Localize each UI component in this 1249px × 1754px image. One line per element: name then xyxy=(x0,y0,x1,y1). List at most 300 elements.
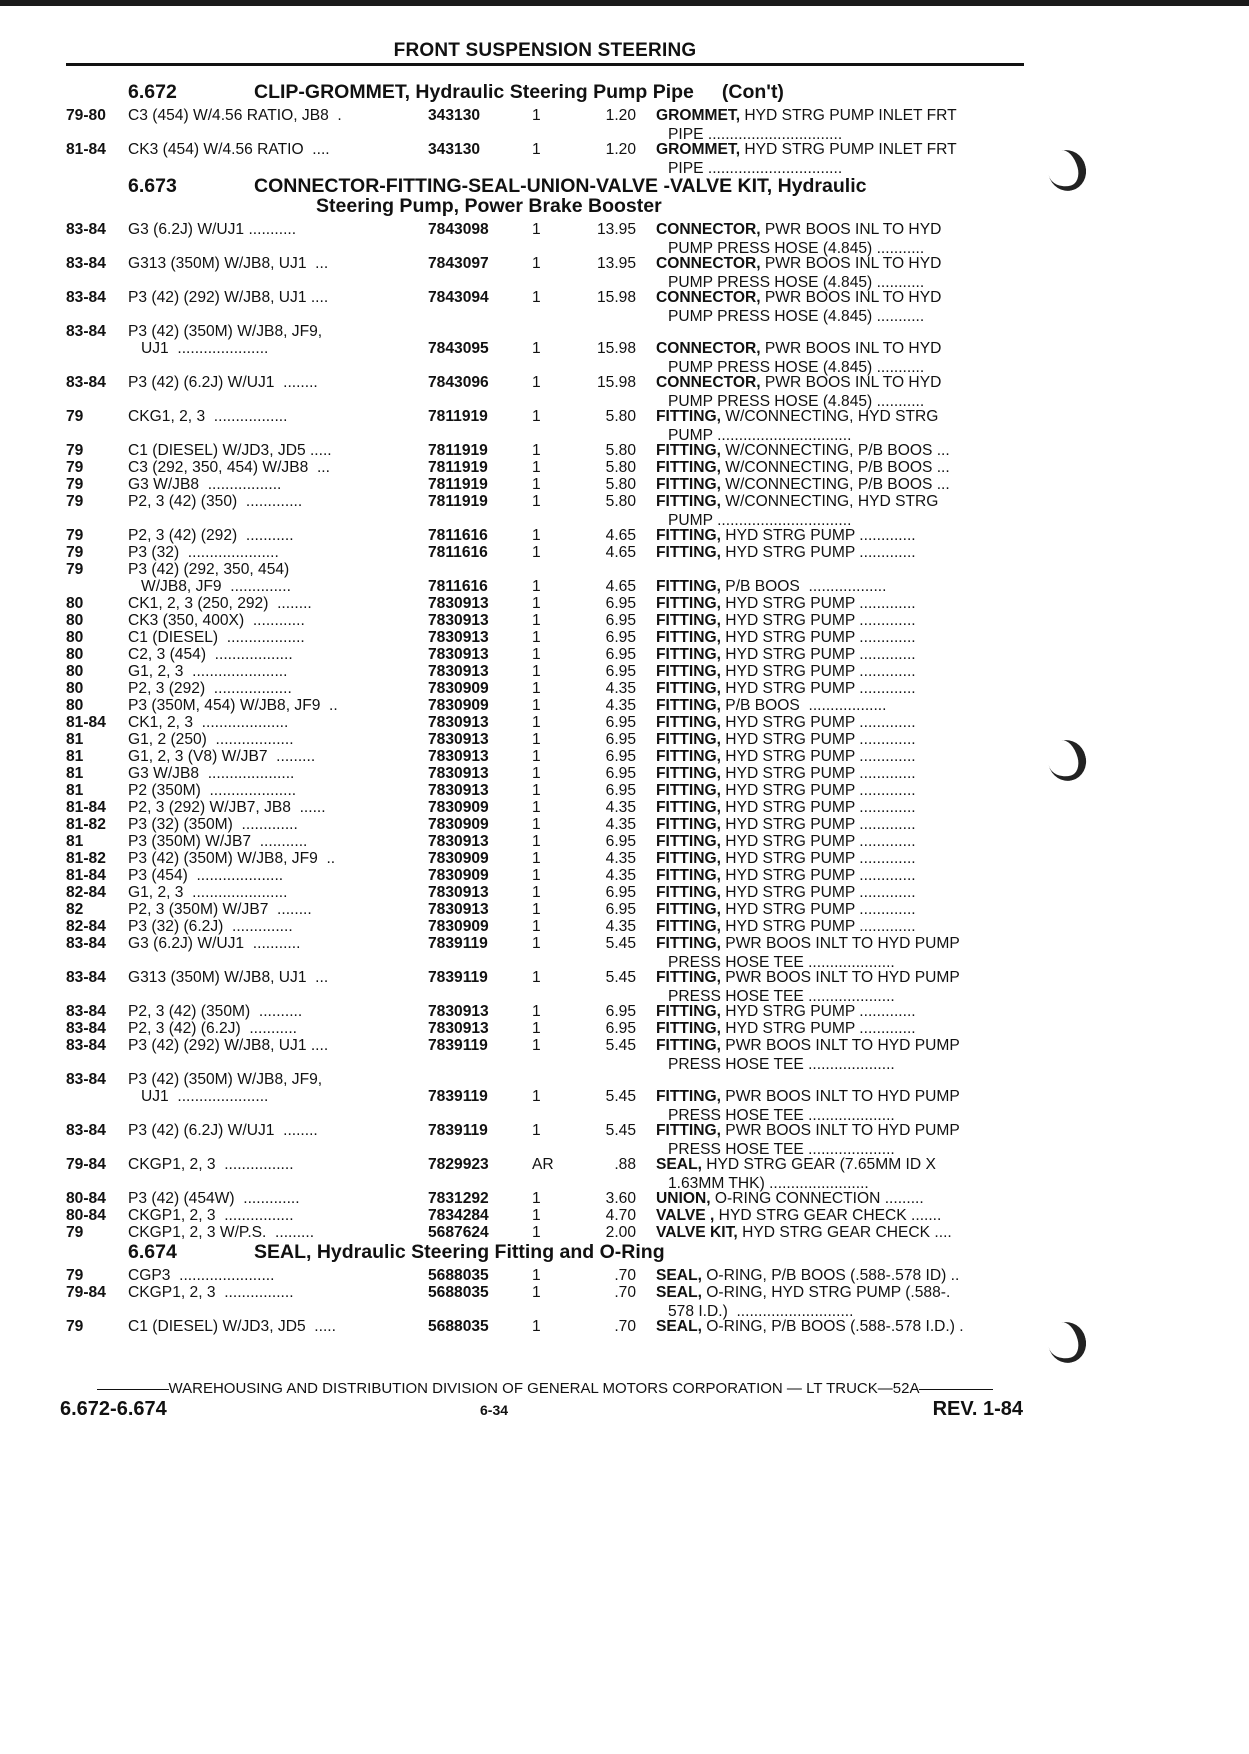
row-quantity: 1 xyxy=(532,476,541,493)
row-description-key: SEAL, xyxy=(656,1318,702,1335)
row-application: G3 (6.2J) W/UJ1 ........... xyxy=(128,221,297,238)
row-description-key: FITTING, xyxy=(656,765,721,782)
row-price: 13.95 xyxy=(596,221,636,238)
row-price: 5.45 xyxy=(605,935,636,952)
row-description-text: HYD STRG PUMP ............. xyxy=(720,731,916,748)
section-title-text: CONNECTOR-FITTING-SEAL-UNION-VALVE -VALVE KIT, Hydraulic xyxy=(254,175,867,197)
row-year: 82-84 xyxy=(66,918,106,935)
row-quantity: 1 xyxy=(532,1284,541,1301)
row-year: 82 xyxy=(66,901,84,918)
row-description-cont: PIPE ............................... xyxy=(668,160,843,177)
row-application: CKGP1, 2, 3 W/P.S. ......... xyxy=(128,1224,315,1241)
row-description-text: HYD STRG PUMP ............. xyxy=(720,901,916,918)
catalog-row xyxy=(66,917,1026,934)
row-application: G1, 2, 3 (V8) W/JB7 ......... xyxy=(128,748,316,765)
row-year: 83-84 xyxy=(66,289,106,306)
row-year: 82-84 xyxy=(66,884,106,901)
row-year: 80-84 xyxy=(66,1190,106,1207)
row-year: 81 xyxy=(66,765,84,782)
row-quantity: 1 xyxy=(532,107,541,124)
row-description-text: HYD STRG PUMP ............. xyxy=(720,663,916,680)
page-title: FRONT SUSPENSION STEERING xyxy=(393,40,697,61)
row-application: G3 W/JB8 .................... xyxy=(128,765,295,782)
row-description-key: CONNECTOR, xyxy=(656,221,761,238)
top-edge-bar xyxy=(0,0,1249,6)
row-application: C3 (454) W/4.56 RATIO, JB8 . xyxy=(128,107,342,124)
row-description-text: HYD STRG PUMP ............. xyxy=(720,884,916,901)
row-application: P3 (42) (6.2J) W/UJ1 ........ xyxy=(128,374,318,391)
row-description xyxy=(656,140,1026,178)
row-description-text: PWR BOOS INLT TO HYD PUMP xyxy=(720,1122,960,1139)
row-price: 4.65 xyxy=(605,578,636,595)
row-price: 15.98 xyxy=(596,289,636,306)
row-part-number: 5688035 xyxy=(428,1284,489,1301)
row-description-key: FITTING, xyxy=(656,748,721,765)
row-description-text: PWR BOOS INLT TO HYD PUMP xyxy=(720,969,960,986)
row-part-number: 7830909 xyxy=(428,816,489,833)
row-part-number: 5687624 xyxy=(428,1224,489,1241)
row-part-number: 7839119 xyxy=(428,1122,488,1139)
row-application: P2, 3 (42) (350M) .......... xyxy=(128,1003,303,1020)
row-quantity: 1 xyxy=(532,833,541,850)
row-part-number: 7811919 xyxy=(428,408,488,425)
section-number: 6.674 xyxy=(128,1241,177,1263)
row-price: 6.95 xyxy=(605,782,636,799)
row-price: 5.80 xyxy=(605,408,636,425)
footer-revision: REV. 1-84 xyxy=(932,1398,1023,1420)
row-description-text: HYD STRG PUMP ............. xyxy=(720,867,916,884)
row-part-number: 7811919 xyxy=(428,442,488,459)
row-application: C1 (DIESEL) .................. xyxy=(128,629,305,646)
row-part-number: 7811616 xyxy=(428,544,488,561)
row-price: 4.35 xyxy=(605,816,636,833)
catalog-row xyxy=(66,1019,1026,1036)
row-description-text: HYD STRG PUMP ............. xyxy=(720,833,916,850)
row-price: 6.95 xyxy=(605,765,636,782)
row-part-number: 7829923 xyxy=(428,1156,489,1173)
row-year: 81 xyxy=(66,731,84,748)
catalog-row xyxy=(66,1002,1026,1019)
section-title-suffix: (Con't) xyxy=(721,81,784,103)
row-description-key: VALVE KIT, xyxy=(656,1224,738,1241)
row-price: 4.35 xyxy=(605,867,636,884)
row-application: CKGP1, 2, 3 ................ xyxy=(128,1207,294,1224)
catalog-row xyxy=(66,1121,1026,1158)
row-description-cont: PUMP PRESS HOSE (4.845) ........... xyxy=(668,393,925,410)
row-description xyxy=(656,106,1026,144)
catalog-row xyxy=(66,1223,1026,1240)
row-part-number: 7830913 xyxy=(428,833,489,850)
row-price: 3.60 xyxy=(605,1190,636,1207)
row-quantity: 1 xyxy=(532,374,541,391)
row-description xyxy=(656,373,1026,411)
row-price: 5.45 xyxy=(605,1088,636,1105)
row-quantity: 1 xyxy=(532,935,541,952)
row-description-key: FITTING, xyxy=(656,527,721,544)
row-description-text: HYD STRG PUMP ............. xyxy=(720,799,916,816)
row-quantity: 1 xyxy=(532,748,541,765)
row-description-text: O-RING, HYD STRG PUMP (.588-. xyxy=(701,1284,951,1301)
row-description-text: HYD STRG PUMP ............. xyxy=(720,595,916,612)
row-part-number: 7839119 xyxy=(428,1037,488,1054)
row-quantity: 1 xyxy=(532,459,541,476)
row-price: .70 xyxy=(614,1284,636,1301)
row-description-key: CONNECTOR, xyxy=(656,289,761,306)
row-part-number: 343130 xyxy=(428,141,481,158)
row-part-number: 7843097 xyxy=(428,255,489,272)
row-price: 5.80 xyxy=(605,493,636,510)
row-description xyxy=(656,1121,1026,1159)
row-description-text: PWR BOOS INL TO HYD xyxy=(760,289,942,306)
row-price: 6.95 xyxy=(605,833,636,850)
row-description xyxy=(656,220,1026,258)
row-application: G1, 2, 3 ...................... xyxy=(128,884,288,901)
row-year: 81-84 xyxy=(66,799,106,816)
row-description-key: FITTING, xyxy=(656,1020,721,1037)
row-description-key: FITTING, xyxy=(656,663,721,680)
footer-section-range: 6.672-6.674 xyxy=(60,1398,167,1420)
row-description-text: W/CONNECTING, HYD STRG xyxy=(720,408,939,425)
row-description-text: PWR BOOS INL TO HYD xyxy=(760,374,942,391)
row-quantity: 1 xyxy=(532,612,541,629)
row-year: 83-84 xyxy=(66,1071,106,1088)
row-description-text: W/CONNECTING, HYD STRG xyxy=(720,493,939,510)
row-quantity: 1 xyxy=(532,884,541,901)
row-description xyxy=(656,968,1026,1006)
row-description-text: HYD STRG PUMP ............. xyxy=(720,918,916,935)
row-part-number: 343130 xyxy=(428,107,481,124)
row-description-text: O-RING, P/B BOOS (.588-.578 ID) .. xyxy=(701,1267,960,1284)
row-price: 4.35 xyxy=(605,680,636,697)
row-price: 1.20 xyxy=(605,107,636,124)
row-year: 79 xyxy=(66,442,84,459)
row-year: 80 xyxy=(66,629,84,646)
row-year: 79 xyxy=(66,459,84,476)
row-part-number: 7830909 xyxy=(428,799,489,816)
row-part-number: 5688035 xyxy=(428,1267,489,1284)
catalog-row xyxy=(66,1266,1026,1283)
row-application: P2, 3 (292) .................. xyxy=(128,680,292,697)
row-description-text: HYD STRG PUMP ............. xyxy=(720,612,916,629)
row-year: 81-84 xyxy=(66,714,106,731)
section-title xyxy=(66,176,1026,216)
row-description-text: HYD STRG PUMP ............. xyxy=(720,646,916,663)
row-price: 4.35 xyxy=(605,799,636,816)
row-description-text: HYD STRG PUMP ............. xyxy=(720,782,916,799)
row-part-number: 7830909 xyxy=(428,697,489,714)
catalog-row xyxy=(66,288,1026,325)
row-description-key: FITTING, xyxy=(656,442,721,459)
row-quantity: 1 xyxy=(532,544,541,561)
row-application: G313 (350M) W/JB8, UJ1 ... xyxy=(128,969,329,986)
catalog-row xyxy=(66,798,1026,815)
row-year: 80 xyxy=(66,595,84,612)
row-description-text: HYD STRG PUMP INLET FRT xyxy=(740,107,957,124)
row-description-cont: PRESS HOSE TEE .................... xyxy=(668,1056,895,1073)
row-quantity: 1 xyxy=(532,782,541,799)
row-application: G1, 2, 3 ...................... xyxy=(128,663,288,680)
row-price: 5.45 xyxy=(605,1037,636,1054)
row-description-key: FITTING, xyxy=(656,901,721,918)
row-application: P3 (42) (6.2J) W/UJ1 ........ xyxy=(128,1122,318,1139)
row-year: 83-84 xyxy=(66,935,106,952)
catalog-row xyxy=(66,866,1026,883)
row-application: G1, 2 (250) .................. xyxy=(128,731,294,748)
row-year: 79 xyxy=(66,1318,84,1335)
section-title-text: SEAL, Hydraulic Steering Fitting and O-Ring xyxy=(254,1241,665,1263)
row-description-text: PWR BOOS INLT TO HYD PUMP xyxy=(720,1088,960,1105)
row-year: 80 xyxy=(66,646,84,663)
row-quantity: 1 xyxy=(532,765,541,782)
row-quantity: 1 xyxy=(532,918,541,935)
row-description-cont: PUMP ............................... xyxy=(668,512,852,529)
row-description xyxy=(656,934,1026,972)
row-price: 5.80 xyxy=(605,476,636,493)
row-description xyxy=(656,1087,1026,1125)
binder-hole-mark xyxy=(1048,150,1078,186)
row-description xyxy=(656,1155,1026,1193)
catalog-row xyxy=(66,645,1026,662)
row-description-key: FITTING, xyxy=(656,578,721,595)
row-application: CKGP1, 2, 3 ................ xyxy=(128,1284,294,1301)
row-quantity: 1 xyxy=(532,629,541,646)
row-quantity: 1 xyxy=(532,1122,541,1139)
header-rule xyxy=(66,63,1024,66)
row-description-key: FITTING, xyxy=(656,493,721,510)
row-description-text: PWR BOOS INLT TO HYD PUMP xyxy=(720,1037,960,1054)
row-price: 4.70 xyxy=(605,1207,636,1224)
row-year: 80 xyxy=(66,697,84,714)
row-description xyxy=(656,288,1026,326)
row-quantity: 1 xyxy=(532,1224,541,1241)
row-part-number: 7830909 xyxy=(428,867,489,884)
row-part-number: 7843095 xyxy=(428,340,489,357)
row-price: 4.35 xyxy=(605,697,636,714)
row-description-cont: PUMP PRESS HOSE (4.845) ........... xyxy=(668,308,925,325)
row-price: 6.95 xyxy=(605,595,636,612)
row-quantity: 1 xyxy=(532,663,541,680)
row-application: CK1, 2, 3 .................... xyxy=(128,714,289,731)
catalog-row xyxy=(66,594,1026,611)
catalog-row xyxy=(66,254,1026,291)
row-description-key: FITTING, xyxy=(656,697,721,714)
row-application: P3 (454) .................... xyxy=(128,867,284,884)
catalog-row xyxy=(66,849,1026,866)
row-price: 4.65 xyxy=(605,527,636,544)
row-price: 15.98 xyxy=(596,374,636,391)
row-description-key: FITTING, xyxy=(656,680,721,697)
row-year: 83-84 xyxy=(66,969,106,986)
row-quantity: 1 xyxy=(532,289,541,306)
row-year: 79 xyxy=(66,408,84,425)
row-quantity: 1 xyxy=(532,578,541,595)
row-quantity: 1 xyxy=(532,1207,541,1224)
row-part-number: 7830913 xyxy=(428,884,489,901)
row-application: P3 (42) (454W) ............. xyxy=(128,1190,300,1207)
row-description-cont: PUMP PRESS HOSE (4.845) ........... xyxy=(668,240,925,257)
row-quantity: 1 xyxy=(532,1020,541,1037)
row-description-key: FITTING, xyxy=(656,935,721,952)
row-part-number: 7839119 xyxy=(428,935,488,952)
row-application: CGP3 ...................... xyxy=(128,1267,275,1284)
row-part-number: 7830909 xyxy=(428,918,489,935)
catalog-row xyxy=(66,1317,1026,1334)
row-application: P2, 3 (42) (350) ............. xyxy=(128,493,303,510)
row-price: 6.95 xyxy=(605,884,636,901)
row-year: 80-84 xyxy=(66,1207,106,1224)
row-part-number: 7811616 xyxy=(428,578,488,595)
row-application: G313 (350M) W/JB8, UJ1 ... xyxy=(128,255,329,272)
row-part-number: 7830913 xyxy=(428,748,489,765)
row-description-text: PWR BOOS INL TO HYD xyxy=(760,221,942,238)
row-quantity: 1 xyxy=(532,1318,541,1335)
row-quantity: 1 xyxy=(532,255,541,272)
row-year: 79-84 xyxy=(66,1156,106,1173)
row-application: P2, 3 (292) W/JB7, JB8 ...... xyxy=(128,799,326,816)
row-description-cont: 1.63MM THK) ....................... xyxy=(668,1175,869,1192)
row-part-number: 7830913 xyxy=(428,629,489,646)
row-description-text: P/B BOOS .................. xyxy=(720,697,887,714)
row-description-key: CONNECTOR, xyxy=(656,340,761,357)
catalog-row xyxy=(66,934,1026,971)
row-year: 83-84 xyxy=(66,1037,106,1054)
row-description-text: PWR BOOS INL TO HYD xyxy=(760,255,942,272)
row-application: P2, 3 (350M) W/JB7 ........ xyxy=(128,901,312,918)
row-quantity: 1 xyxy=(532,527,541,544)
row-part-number: 7811919 xyxy=(428,459,488,476)
row-description-key: FITTING, xyxy=(656,476,721,493)
row-application: P3 (32) (6.2J) .............. xyxy=(128,918,293,935)
row-application: CK1, 2, 3 (250, 292) ........ xyxy=(128,595,312,612)
row-year: 81 xyxy=(66,782,84,799)
row-description-key: FITTING, xyxy=(656,833,721,850)
catalog-row xyxy=(66,560,1026,594)
row-application-cont: W/JB8, JF9 .............. xyxy=(128,578,291,595)
row-year: 80 xyxy=(66,680,84,697)
catalog-row xyxy=(66,730,1026,747)
row-description-key: FITTING, xyxy=(656,918,721,935)
row-quantity: 1 xyxy=(532,595,541,612)
row-quantity: 1 xyxy=(532,646,541,663)
catalog-row xyxy=(66,1155,1026,1192)
footer-publisher-line xyxy=(66,1380,1024,1397)
row-year: 83-84 xyxy=(66,1020,106,1037)
row-application: C1 (DIESEL) W/JD3, JD5 ..... xyxy=(128,1318,336,1335)
row-description xyxy=(656,1317,1026,1336)
row-year: 81-82 xyxy=(66,816,106,833)
row-part-number: 7811616 xyxy=(428,527,488,544)
row-description-text: W/CONNECTING, P/B BOOS ... xyxy=(720,459,950,476)
row-application-cont: UJ1 ..................... xyxy=(128,1088,269,1105)
row-price: 15.98 xyxy=(596,340,636,357)
section-title xyxy=(66,1242,1026,1262)
row-quantity: 1 xyxy=(532,442,541,459)
row-description-key: FITTING, xyxy=(656,782,721,799)
row-application: C1 (DIESEL) W/JD3, JD5 ..... xyxy=(128,442,332,459)
catalog-row xyxy=(66,322,1026,376)
row-description-cont: PUMP PRESS HOSE (4.845) ........... xyxy=(668,359,925,376)
row-description-key: GROMMET, xyxy=(656,107,741,124)
row-application-cont: UJ1 ..................... xyxy=(128,340,269,357)
footer-publisher-text: WAREHOUSING AND DISTRIBUTION DIVISION OF GENERAL MOTORS CORPORATION — LT TRUCK—52A xyxy=(168,1380,920,1397)
row-year: 83-84 xyxy=(66,221,106,238)
row-price: 5.45 xyxy=(605,1122,636,1139)
row-price: 6.95 xyxy=(605,731,636,748)
row-description-cont: 578 I.D.) ........................... xyxy=(668,1303,854,1320)
row-quantity: 1 xyxy=(532,1190,541,1207)
row-quantity: 1 xyxy=(532,493,541,510)
row-year: 81 xyxy=(66,748,84,765)
row-description-key: FITTING, xyxy=(656,1037,721,1054)
row-part-number: 5688035 xyxy=(428,1318,489,1335)
row-description-key: CONNECTOR, xyxy=(656,255,761,272)
row-part-number: 7834284 xyxy=(428,1207,489,1224)
row-description-key: SEAL, xyxy=(656,1267,702,1284)
row-description-text: HYD STRG PUMP ............. xyxy=(720,527,916,544)
row-year: 79 xyxy=(66,544,84,561)
row-description-key: FITTING, xyxy=(656,1003,721,1020)
row-application: CKGP1, 2, 3 ................ xyxy=(128,1156,294,1173)
row-description-text: HYD STRG PUMP ............. xyxy=(720,714,916,731)
row-description-cont: PRESS HOSE TEE .................... xyxy=(668,988,895,1005)
row-description-key: FITTING, xyxy=(656,1088,721,1105)
row-description-key: FITTING, xyxy=(656,544,721,561)
row-description-key: FITTING, xyxy=(656,799,721,816)
row-price: .88 xyxy=(614,1156,636,1173)
row-year: 79-84 xyxy=(66,1284,106,1301)
section-number: 6.673 xyxy=(128,175,177,197)
row-quantity: 1 xyxy=(532,1003,541,1020)
row-application: G3 W/JB8 ................. xyxy=(128,476,282,493)
row-part-number: 7830913 xyxy=(428,1020,489,1037)
row-part-number: 7843098 xyxy=(428,221,489,238)
row-description-key: FITTING, xyxy=(656,408,721,425)
row-year: 81-84 xyxy=(66,867,106,884)
catalog-row xyxy=(66,900,1026,917)
row-description-key: FITTING, xyxy=(656,714,721,731)
row-part-number: 7830913 xyxy=(428,595,489,612)
row-description-text: HYD STRG PUMP ............. xyxy=(720,816,916,833)
row-description-text: HYD STRG PUMP ............. xyxy=(720,850,916,867)
row-price: 6.95 xyxy=(605,714,636,731)
footer-page-number: 6-34 xyxy=(480,1402,509,1418)
catalog-row xyxy=(66,611,1026,628)
row-description xyxy=(656,1283,1026,1321)
row-application: P3 (42) (292, 350, 454) xyxy=(128,561,290,578)
row-quantity: 1 xyxy=(532,901,541,918)
catalog-row xyxy=(66,815,1026,832)
binder-hole-mark xyxy=(1048,1322,1078,1358)
row-application: CK3 (350, 400X) ............ xyxy=(128,612,305,629)
row-description-text: HYD STRG PUMP ............. xyxy=(720,680,916,697)
row-description-key: FITTING, xyxy=(656,816,721,833)
row-description-text: O-RING, P/B BOOS (.588-.578 I.D.) . xyxy=(701,1318,964,1335)
row-quantity: 1 xyxy=(532,867,541,884)
row-price: 6.95 xyxy=(605,901,636,918)
catalog-row xyxy=(66,696,1026,713)
catalog-row xyxy=(66,106,1026,143)
row-year: 83-84 xyxy=(66,255,106,272)
catalog-row xyxy=(66,1036,1026,1073)
row-price: 5.80 xyxy=(605,442,636,459)
row-part-number: 7811919 xyxy=(428,493,488,510)
catalog-row xyxy=(66,140,1026,177)
section-title xyxy=(66,82,1026,102)
row-application: P3 (42) (350M) W/JB8, JF9, xyxy=(128,1071,323,1088)
parts-catalog-content xyxy=(66,80,1026,1334)
row-price: 6.95 xyxy=(605,646,636,663)
row-quantity: 1 xyxy=(532,714,541,731)
